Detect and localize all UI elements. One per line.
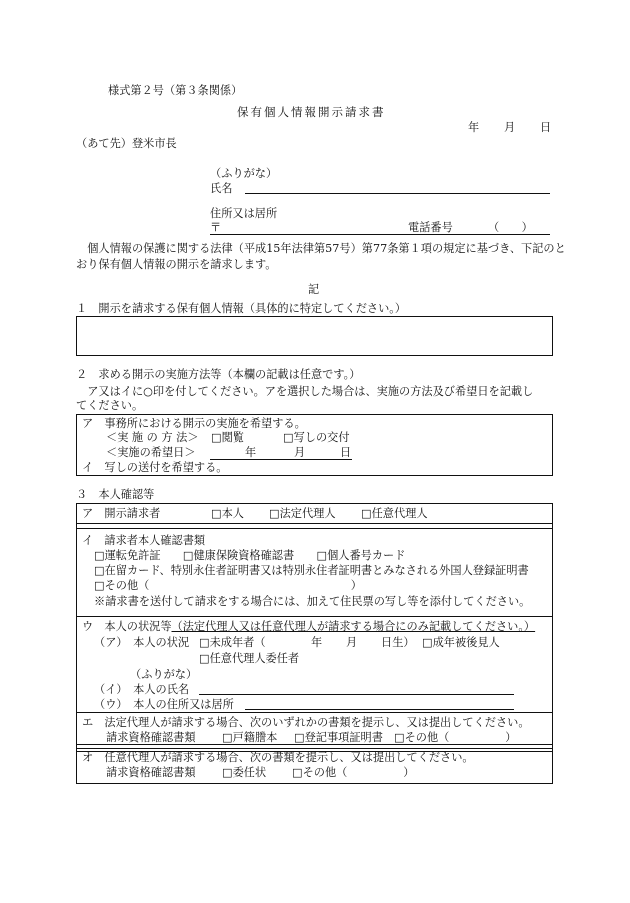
voluntary-principal-checkbox[interactable]: □任意代理人委任者 bbox=[199, 652, 300, 665]
requester-address-label: 住所又は居所 bbox=[210, 207, 278, 220]
id-documents-line-1[interactable]: □運転免許証 □健康保険資格確認書 □個人番号カード bbox=[94, 549, 406, 562]
minor-checkbox[interactable]: □未成年者（ bbox=[199, 636, 266, 649]
section2-note-line-2: てください。 bbox=[76, 399, 144, 412]
id-documents-other[interactable]: □その他（ ） bbox=[94, 579, 362, 592]
section2-option-b[interactable]: イ 写しの送付を希望する。 bbox=[82, 461, 228, 474]
principal-status-prefix: ウ 本人の状況等 bbox=[82, 620, 172, 633]
section2-note-line-1: ア又はイに○印を付してください。アを選択した場合は、実施の方法及び希望日を記載し bbox=[76, 385, 534, 398]
principal-name-line[interactable] bbox=[199, 694, 514, 695]
method-view-checkbox[interactable]: □閲覧 bbox=[211, 431, 244, 444]
form-number: 様式第２号（第３条関係） bbox=[108, 84, 243, 97]
section3-divider-2 bbox=[76, 528, 553, 529]
requester-voluntary-agent-checkbox[interactable]: □任意代理人 bbox=[361, 507, 428, 520]
section3-divider-3 bbox=[76, 616, 553, 617]
power-of-attorney-checkbox[interactable]: □委任状 bbox=[222, 766, 267, 779]
id-documents-line-2[interactable]: □在留カード、特別永住者証明書又は特別永住者証明書とみなされる外国人登録証明書 bbox=[94, 564, 529, 577]
section3-title: ３ 本人確認等 bbox=[76, 488, 155, 501]
principal-furigana: （ふりがな） bbox=[130, 668, 198, 681]
method-label: ＜実 施 の 方 法＞ bbox=[106, 431, 199, 444]
date-month: 月 bbox=[504, 121, 516, 134]
intro-line-2: おり保有個人情報の開示を請求します。 bbox=[76, 258, 277, 271]
requester-type-label: ア 開示請求者 bbox=[82, 507, 161, 520]
section2-title: ２ 求める開示の実施方法等（本欄の記載は任意です。） bbox=[76, 368, 361, 381]
requester-legal-agent-checkbox[interactable]: □法定代理人 bbox=[269, 507, 336, 520]
addressee: （あて先）登米市長 bbox=[76, 137, 177, 150]
id-documents-title: イ 請求者本人確認書類 bbox=[82, 534, 206, 547]
section3-divider-1 bbox=[76, 523, 553, 524]
requester-self-checkbox[interactable]: □本人 bbox=[211, 507, 244, 520]
date-year: 年 bbox=[468, 121, 480, 134]
family-register-checkbox[interactable]: □戸籍謄本 bbox=[222, 731, 278, 744]
ki-label: 記 bbox=[308, 283, 320, 296]
id-documents-note: ※請求書を送付して請求をする場合には、加えて住民票の写し等を添付してください。 bbox=[94, 595, 531, 608]
postal-mark: 〒 bbox=[210, 221, 222, 234]
phone-label: 電話番号 bbox=[408, 221, 453, 234]
requester-name-line[interactable] bbox=[245, 193, 550, 194]
requester-name-label: 氏名 bbox=[210, 182, 233, 195]
adult-ward-checkbox[interactable]: □成年被後見人 bbox=[422, 636, 500, 649]
legal-agent-docs-label: 請求資格確認書類 bbox=[106, 731, 196, 744]
section1-input-box[interactable] bbox=[76, 316, 553, 356]
principal-status-condition: （法定代理人又は任意代理人が請求する場合にのみ記載してください。） bbox=[171, 620, 536, 633]
desired-date-day: 日 bbox=[340, 446, 352, 459]
requester-address-line[interactable] bbox=[210, 234, 550, 235]
minor-birth-month: 月 bbox=[346, 636, 358, 649]
principal-status-label: （ア） 本人の状況 bbox=[94, 636, 190, 649]
minor-birth-year: 年 bbox=[311, 636, 323, 649]
desired-date-label: ＜実施の希望日＞ bbox=[106, 446, 196, 459]
intro-line-1: 個人情報の保護に関する法律（平成15年法律第57号）第77条第１項の規定に基づき、下記のと bbox=[76, 242, 566, 255]
desired-date-line[interactable] bbox=[210, 459, 352, 460]
section2-option-a[interactable]: ア 事務所における開示の実施を希望する。 bbox=[82, 417, 306, 430]
voluntary-agent-docs-label: 請求資格確認書類 bbox=[106, 766, 196, 779]
phone-area-parens: （ ） bbox=[488, 221, 533, 234]
section1-title: １ 開示を請求する保有個人情報（具体的に特定してください。） bbox=[76, 302, 407, 315]
section3-divider-4 bbox=[76, 712, 553, 713]
principal-status-title bbox=[82, 620, 535, 633]
principal-name-label: （イ） 本人の氏名 bbox=[94, 683, 190, 696]
principal-address-line[interactable] bbox=[245, 709, 514, 710]
desired-date-year: 年 bbox=[245, 446, 257, 459]
legal-agent-docs-title: エ 法定代理人が請求する場合、次のいずれかの書類を提示し、又は提出してください。 bbox=[82, 716, 530, 729]
minor-birth-day: 日生） bbox=[381, 636, 415, 649]
voluntary-agent-other-checkbox[interactable]: □その他（ ） bbox=[292, 766, 415, 779]
requester-furigana: （ふりがな） bbox=[210, 167, 278, 180]
method-copy-checkbox[interactable]: □写しの交付 bbox=[283, 431, 350, 444]
legal-agent-other-checkbox[interactable]: □その他（ ） bbox=[394, 731, 517, 744]
date-day: 日 bbox=[540, 121, 552, 134]
voluntary-agent-docs-title: オ 任意代理人が請求する場合、次の書類を提示し、又は提出してください。 bbox=[82, 751, 474, 764]
principal-address-label: （ウ） 本人の住所又は居所 bbox=[94, 698, 234, 711]
desired-date-month: 月 bbox=[294, 446, 306, 459]
document-title: 保有個人情報開示請求書 bbox=[237, 105, 386, 119]
registry-certificate-checkbox[interactable]: □登記事項証明書 bbox=[294, 731, 383, 744]
section3-final-box bbox=[76, 748, 553, 784]
